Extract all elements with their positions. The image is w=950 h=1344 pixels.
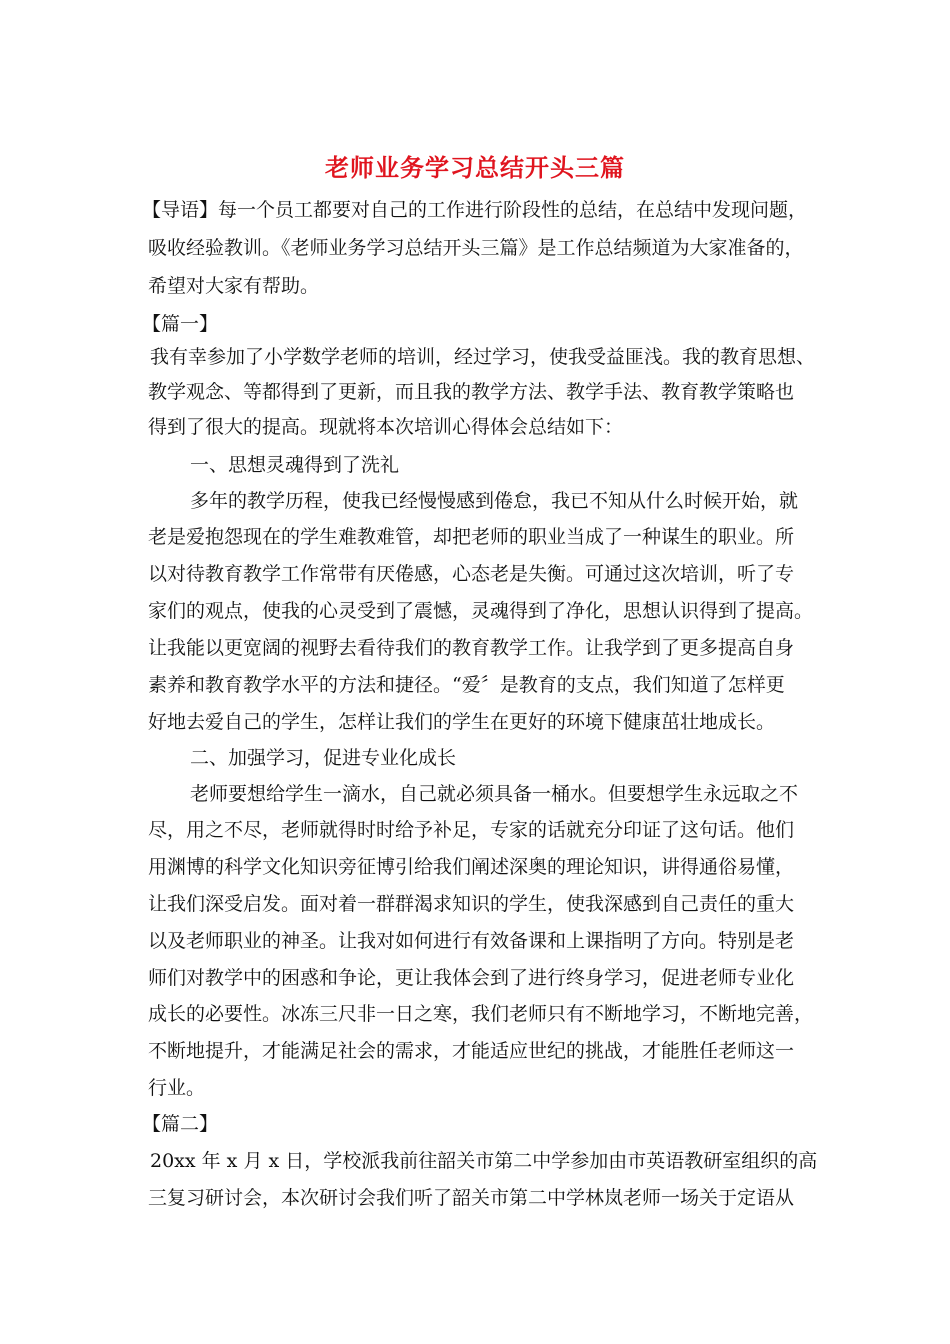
paragraph-line: 让我能以更宽阔的视野去看待我们的教育教学工作。让我学到了更多提高自身 [148,637,795,659]
subheading-2: 二、加强学习，促进专业化成长 [190,747,457,769]
section-heading-2: 【篇二】 [142,1113,219,1135]
paragraph-line: 20xx 年 x 月 x 日，学校派我前往韶关市第二中学参加由市英语教研室组织的高 [150,1150,818,1172]
paragraph-line: 用渊博的科学文化知识旁征博引给我们阐述深奥的理论知识，讲得通俗易懂， [148,856,795,878]
subheading-1: 一、思想灵魂得到了洗礼 [190,454,400,476]
paragraph-line: 素养和教育教学水平的方法和捷径。“爱〞是教育的支点，我们知道了怎样更 [148,674,785,696]
document-title: 老师业务学习总结开头三篇 [325,153,625,182]
paragraph-line: 成长的必要性。冰冻三尺非一日之寒，我们老师只有不断地学习，不断地完善， [148,1003,814,1025]
paragraph-line: 行业。 [148,1077,206,1099]
intro-line-1: 【导语】每一个员工都要对自己的工作进行阶段性的总结，在总结中发现问题， [142,199,808,221]
intro-line-2: 吸收经验教训。《老师业务学习总结开头三篇》是工作总结频道为大家准备的， [148,237,804,259]
paragraph-line: 以对待教育教学工作常带有厌倦感，心态老是失衡。可通过这次培训，听了专 [148,563,795,585]
paragraph-line: 三复习研讨会，本次研讨会我们听了韶关市第二中学林岚老师一场关于定语从 [148,1187,795,1209]
paragraph-line: 不断地提升，才能满足社会的需求，才能适应世纪的挑战，才能胜任老师这一 [148,1040,795,1062]
intro-line-3: 希望对大家有帮助。 [148,275,320,297]
paragraph-line: 以及老师职业的神圣。让我对如何进行有效备课和上课指明了方向。特别是老 [148,930,795,952]
paragraph-line: 好地去爱自己的学生，怎样让我们的学生在更好的环境下健康茁壮地成长。 [148,711,776,733]
section-heading-1: 【篇一】 [142,313,219,335]
paragraph-line: 得到了很大的提高。现就将本次培训心得体会总结如下： [148,416,624,438]
paragraph-line: 老是爱抱怨现在的学生难教难管，却把老师的职业当成了一种谋生的职业。所 [148,526,795,548]
paragraph-line: 尽，用之不尽，老师就得时时给予补足，专家的话就充分印证了这句话。他们 [148,819,795,841]
paragraph-line: 让我们深受启发。面对着一群群渴求知识的学生，使我深感到自己责任的重大 [148,893,795,915]
paragraph-line: 老师要想给学生一滴水，自己就必须具备一桶水。但要想学生永远取之不 [190,783,799,805]
paragraph-line: 我有幸参加了小学数学老师的培训，经过学习，使我受益匪浅。我的教育思想、 [150,346,816,368]
paragraph-line: 家们的观点，使我的心灵受到了震憾，灵魂得到了净化，思想认识得到了提高。 [148,600,814,622]
paragraph-line: 多年的教学历程，使我已经慢慢感到倦怠，我已不知从什么时候开始，就 [190,490,799,512]
paragraph-line: 师们对教学中的困惑和争论，更让我体会到了进行终身学习，促进老师专业化 [148,967,795,989]
paragraph-line: 教学观念、等都得到了更新，而且我的教学方法、教学手法、教育教学策略也 [148,381,795,403]
